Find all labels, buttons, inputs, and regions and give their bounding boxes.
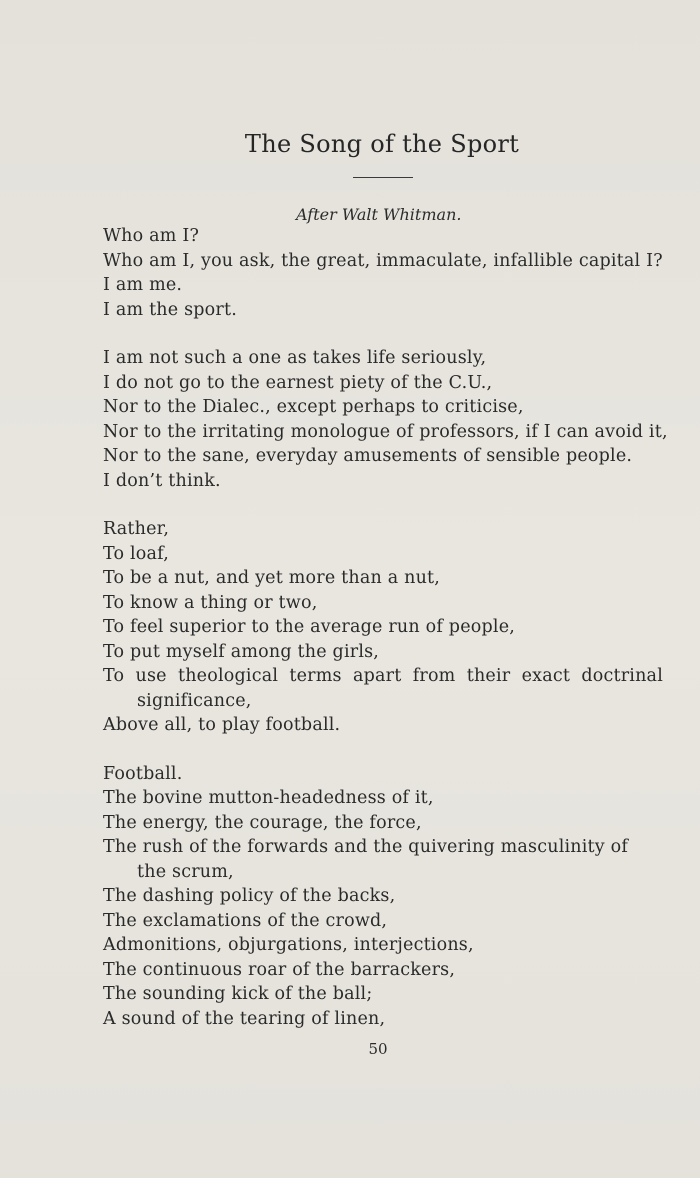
poem-line: The dashing policy of the backs, bbox=[103, 886, 396, 906]
poem-line: Who am I, you ask, the great, immaculate, infallible capital I? bbox=[103, 250, 663, 271]
poem-subtitle: After Walt Whitman. bbox=[296, 205, 462, 224]
poem-line: A sound of the tearing of linen, bbox=[103, 1008, 386, 1029]
poem-line: To know a thing or two, bbox=[103, 592, 318, 613]
poem-line: The energy, the courage, the force, bbox=[103, 812, 422, 833]
poem-line: I am the sport. bbox=[103, 299, 237, 320]
poem-line: Rather, bbox=[103, 519, 170, 539]
poem-line: The continuous roar of the barrackers, bbox=[103, 959, 456, 980]
poem-line: I am me. bbox=[103, 275, 183, 295]
stanza-3 bbox=[103, 517, 663, 738]
poem-line: I am not such a one as takes life seriously, bbox=[103, 348, 487, 368]
title-rule-divider bbox=[353, 177, 413, 178]
poem-line: To loaf, bbox=[103, 543, 169, 564]
poem-line: I do not go to the earnest piety of the C.U., bbox=[103, 372, 493, 393]
stanza-2 bbox=[103, 346, 668, 493]
poem-line: The exclamations of the crowd, bbox=[103, 910, 388, 931]
poem-line: Football. bbox=[103, 763, 183, 784]
poem-line: To be a nut, and yet more than a nut, bbox=[103, 568, 441, 588]
poem-line: The sounding kick of the ball; bbox=[103, 984, 373, 1004]
poem-title: The Song of the Sport bbox=[244, 130, 520, 158]
poem-line: I don’t think. bbox=[103, 470, 221, 491]
page-number: 50 bbox=[368, 1040, 388, 1058]
poem-body bbox=[103, 224, 668, 1055]
poem-line: Nor to the Dialec., except perhaps to criticise, bbox=[103, 397, 524, 417]
poem-line: Nor to the sane, everyday amusements of sensible people. bbox=[103, 446, 633, 466]
poem-line: To use theological terms apart from their exact doctrinal significance, bbox=[103, 666, 663, 711]
poem-line: The rush of the forwards and the quivering masculinity of the scrum, bbox=[103, 837, 629, 882]
poem-line: Nor to the irritating monologue of professors, if I can avoid it, bbox=[103, 421, 668, 442]
poem-line: The bovine mutton-headedness of it, bbox=[103, 788, 434, 808]
poem-line: To feel superior to the average run of people, bbox=[103, 617, 516, 637]
poem-line: Above all, to play football. bbox=[103, 715, 341, 735]
poem-line: Who am I? bbox=[103, 226, 200, 246]
poem-line: To put myself among the girls, bbox=[103, 641, 380, 662]
stanza-1 bbox=[103, 224, 663, 322]
poem-line: Admonitions, objurgations, interjections, bbox=[103, 935, 474, 955]
stanza-4 bbox=[103, 762, 663, 1032]
